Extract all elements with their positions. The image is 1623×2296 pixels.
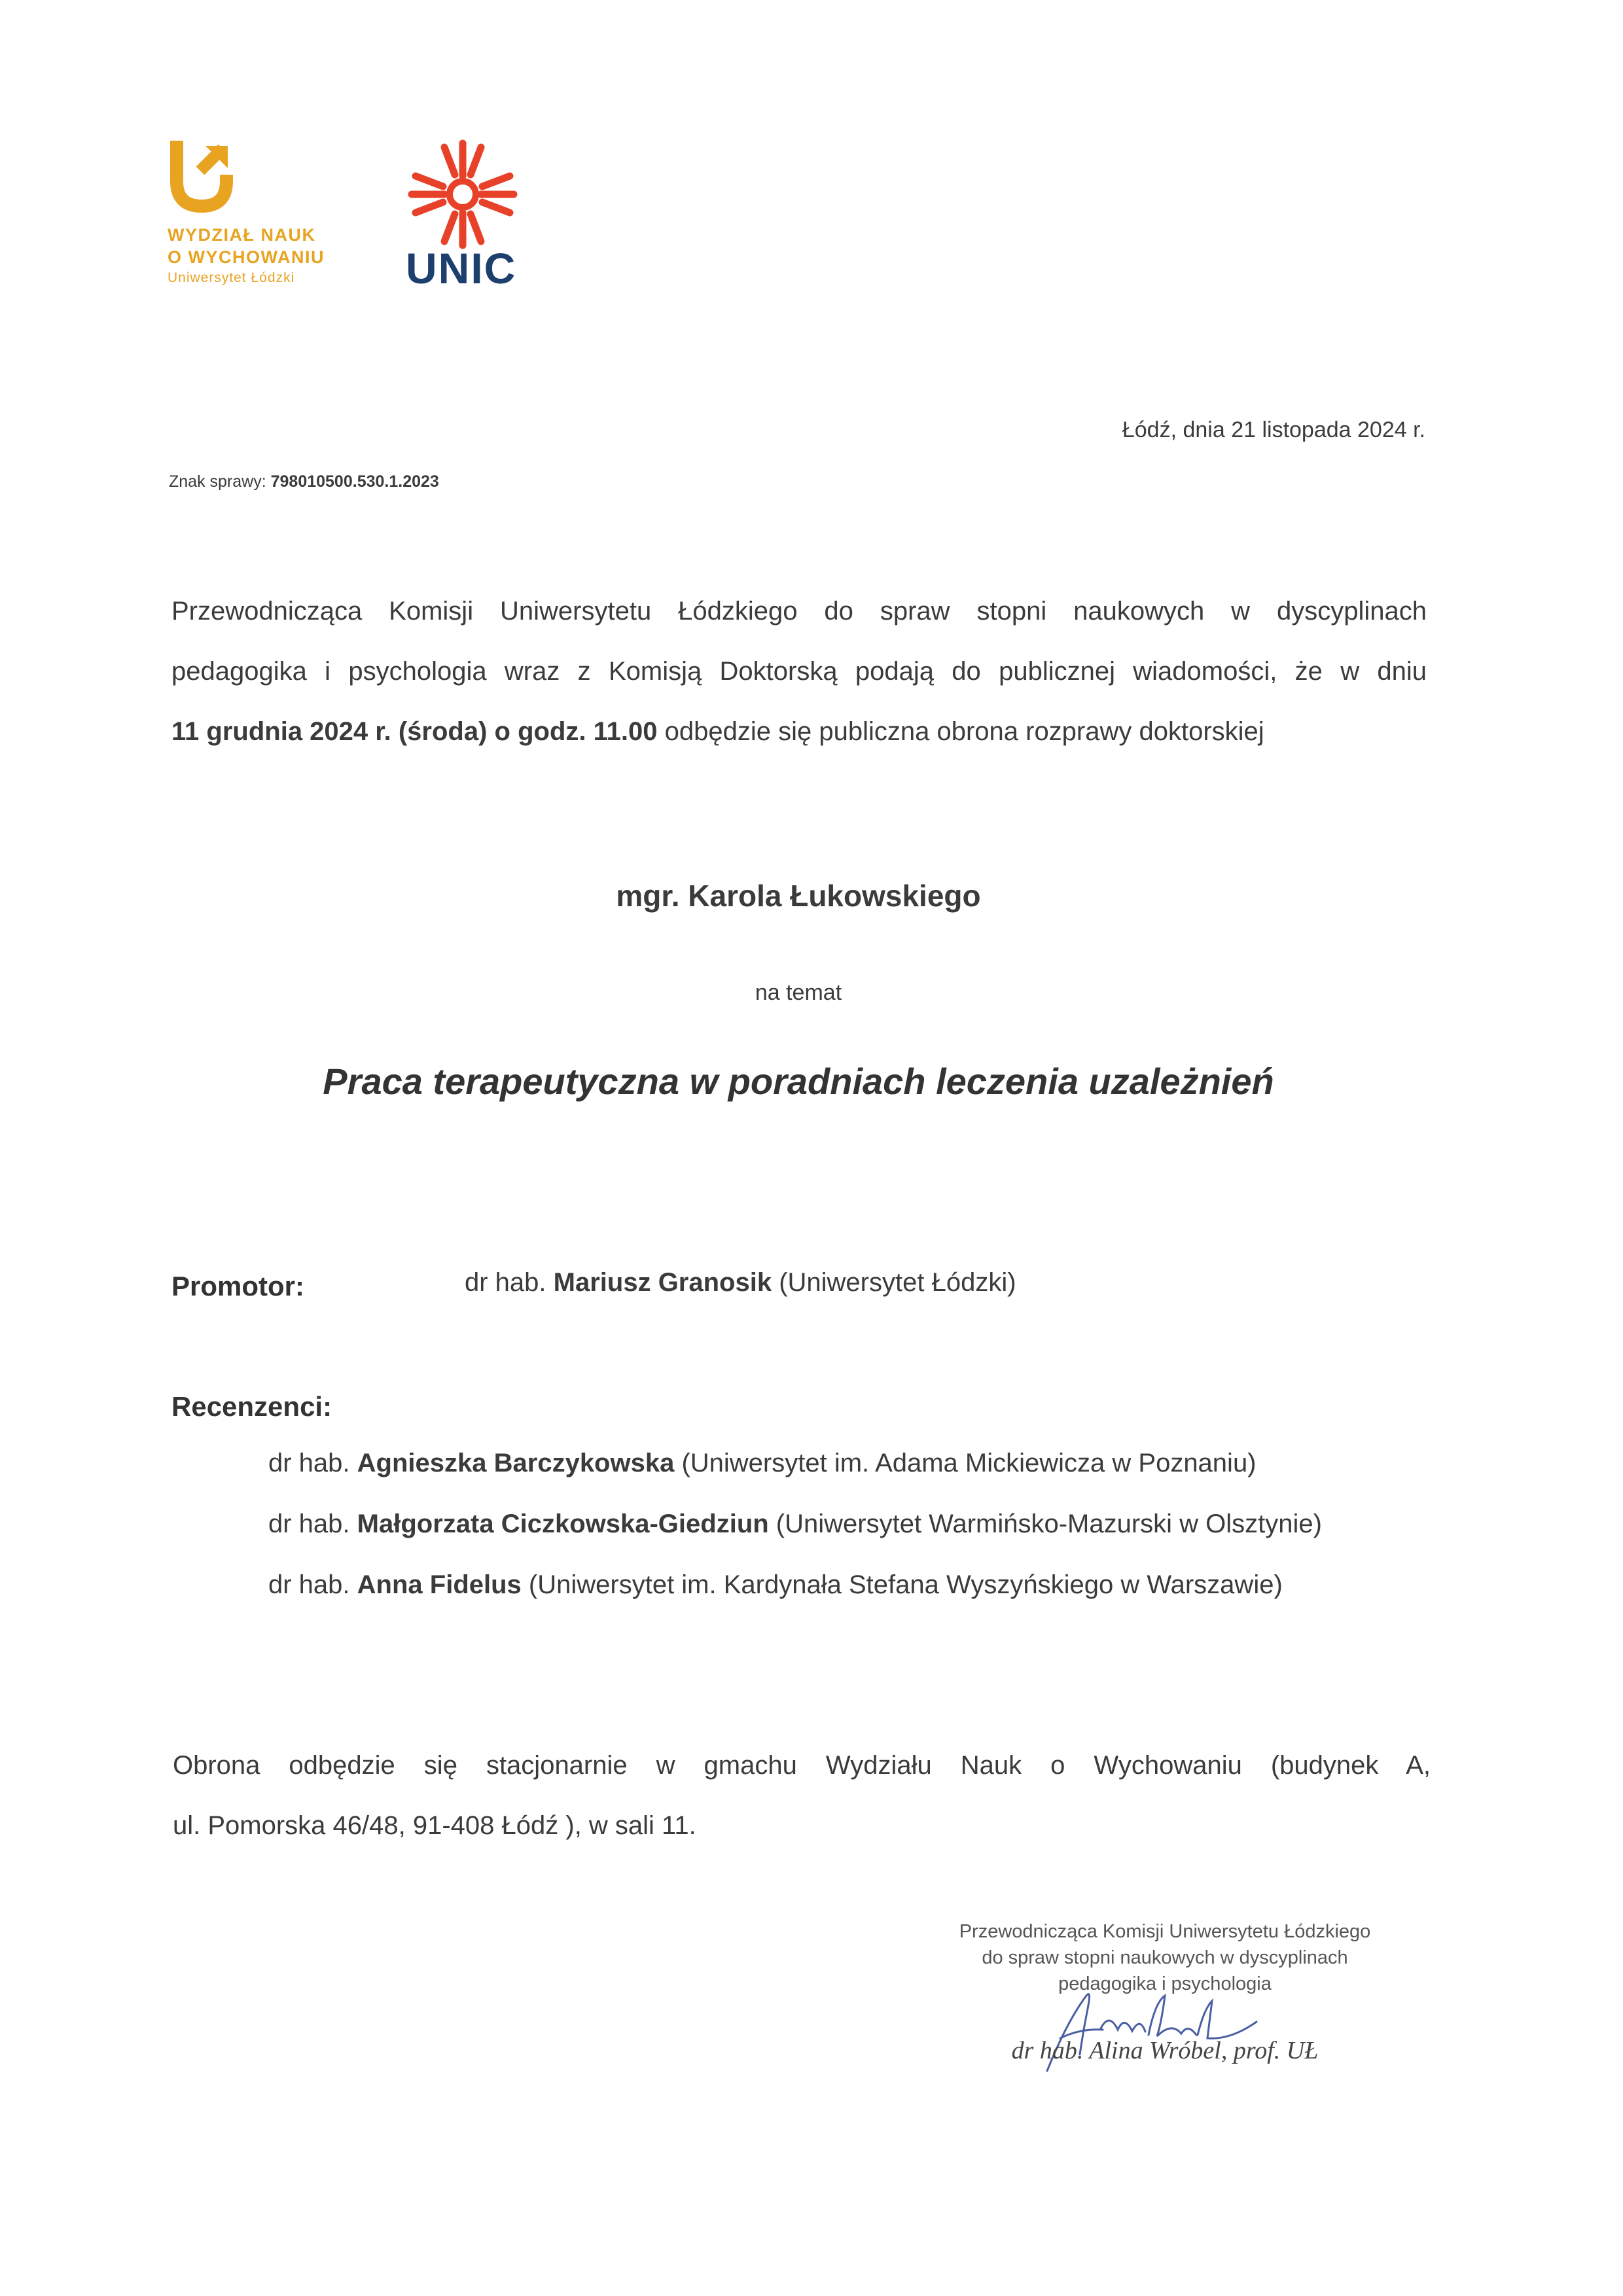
faculty-logo (169, 141, 234, 213)
topic-intro: na temat (755, 980, 842, 1005)
signature-name: dr hab. Alina Wróbel, prof. UŁ (1011, 2037, 1319, 2064)
promotor-degree: dr hab. (465, 1268, 554, 1297)
announcement-line3 (171, 701, 1427, 762)
reviewer-affiliation: (Uniwersytet im. Adama Mickiewicza w Poznaniu) (674, 1449, 1257, 1477)
faculty-logo-text (168, 224, 325, 288)
signature-title-line3: pedagogika i psychologia (1058, 1973, 1272, 1994)
reviewer-name: Anna Fidelus (357, 1570, 522, 1599)
defense-datetime: 11 grudnia 2024 r. (środa) o godz. 11.00 (171, 717, 658, 746)
reviewer-entry (268, 1555, 1322, 1616)
reviewer-affiliation: (Uniwersytet im. Kardynała Stefana Wyszyńskiego w Warszawie) (521, 1570, 1283, 1599)
handwritten-signature (1041, 1983, 1263, 2081)
reviewer-name: Małgorzata Ciczkowska-Giedziun (357, 1510, 769, 1538)
case-number: 798010500.530.1.2023 (270, 472, 439, 491)
thesis-title: Praca terapeutyczna w poradniach leczenia uzależnień (323, 1061, 1274, 1102)
promotor-name: Mariusz Granosik (553, 1268, 772, 1297)
unic-star-icon (407, 139, 518, 250)
announcement-line1: Przewodnicząca Komisji Uniwersytetu Łódzkiego do spraw stopni naukowych w dyscyplinach (171, 597, 1427, 626)
reviewer-degree: dr hab. (268, 1510, 357, 1538)
promotor-label: Promotor: (171, 1271, 304, 1301)
reviewer-affiliation: (Uniwersytet Warmińsko-Mazurski w Olsztynie) (768, 1510, 1322, 1538)
venue-line1: Obrona odbędzie się stacjonarnie w gmachu Wydziału Nauk o Wychowaniu (budynek A, (173, 1751, 1431, 1780)
announcement-line2: pedagogika i psychologia wraz z Komisją Doktorską podają do publicznej wiadomości, że w dniu (171, 657, 1427, 686)
candidate-name: mgr. Karola Łukowskiego (616, 879, 981, 913)
signature-title-line2: do spraw stopni naukowych w dyscyplinach (982, 1947, 1348, 1968)
case-reference (169, 472, 439, 491)
reviewer-degree: dr hab. (268, 1570, 357, 1599)
promotor-affiliation: (Uniwersytet Łódzki) (772, 1268, 1016, 1297)
reviewer-name: Agnieszka Barczykowska (357, 1449, 675, 1477)
reviewers-label: Recenzenci: (171, 1391, 332, 1422)
reviewer-entry (268, 1433, 1322, 1494)
reviewer-degree: dr hab. (268, 1449, 357, 1477)
venue-line2: ul. Pomorska 46/48, 91-408 Łódź ), w sali 11. (173, 1811, 696, 1840)
faculty-arrow-icon (169, 141, 234, 213)
announcement-line3-rest: odbędzie się publiczna obrona rozprawy doktorskiej (657, 717, 1264, 746)
venue-paragraph (173, 1735, 1431, 1856)
announcement-paragraph (171, 581, 1427, 762)
reviewer-entry (268, 1494, 1322, 1555)
date-line: Łódź, dnia 21 listopada 2024 r. (1122, 417, 1425, 442)
unic-logo-text: UNIC (406, 244, 517, 292)
unic-logo (406, 139, 518, 292)
faculty-logo-line1: WYDZIAŁ NAUK (168, 225, 316, 245)
case-label: Znak sprawy: (169, 472, 271, 491)
faculty-logo-line2: O WYCHOWANIU (168, 247, 325, 267)
reviewers-list (268, 1433, 1322, 1616)
signature-title-line1: Przewodnicząca Komisji Uniwersytetu Łódzkiego (959, 1921, 1371, 1942)
promotor-entry (465, 1252, 1016, 1313)
faculty-logo-line3: Uniwersytet Łódzki (168, 270, 295, 285)
